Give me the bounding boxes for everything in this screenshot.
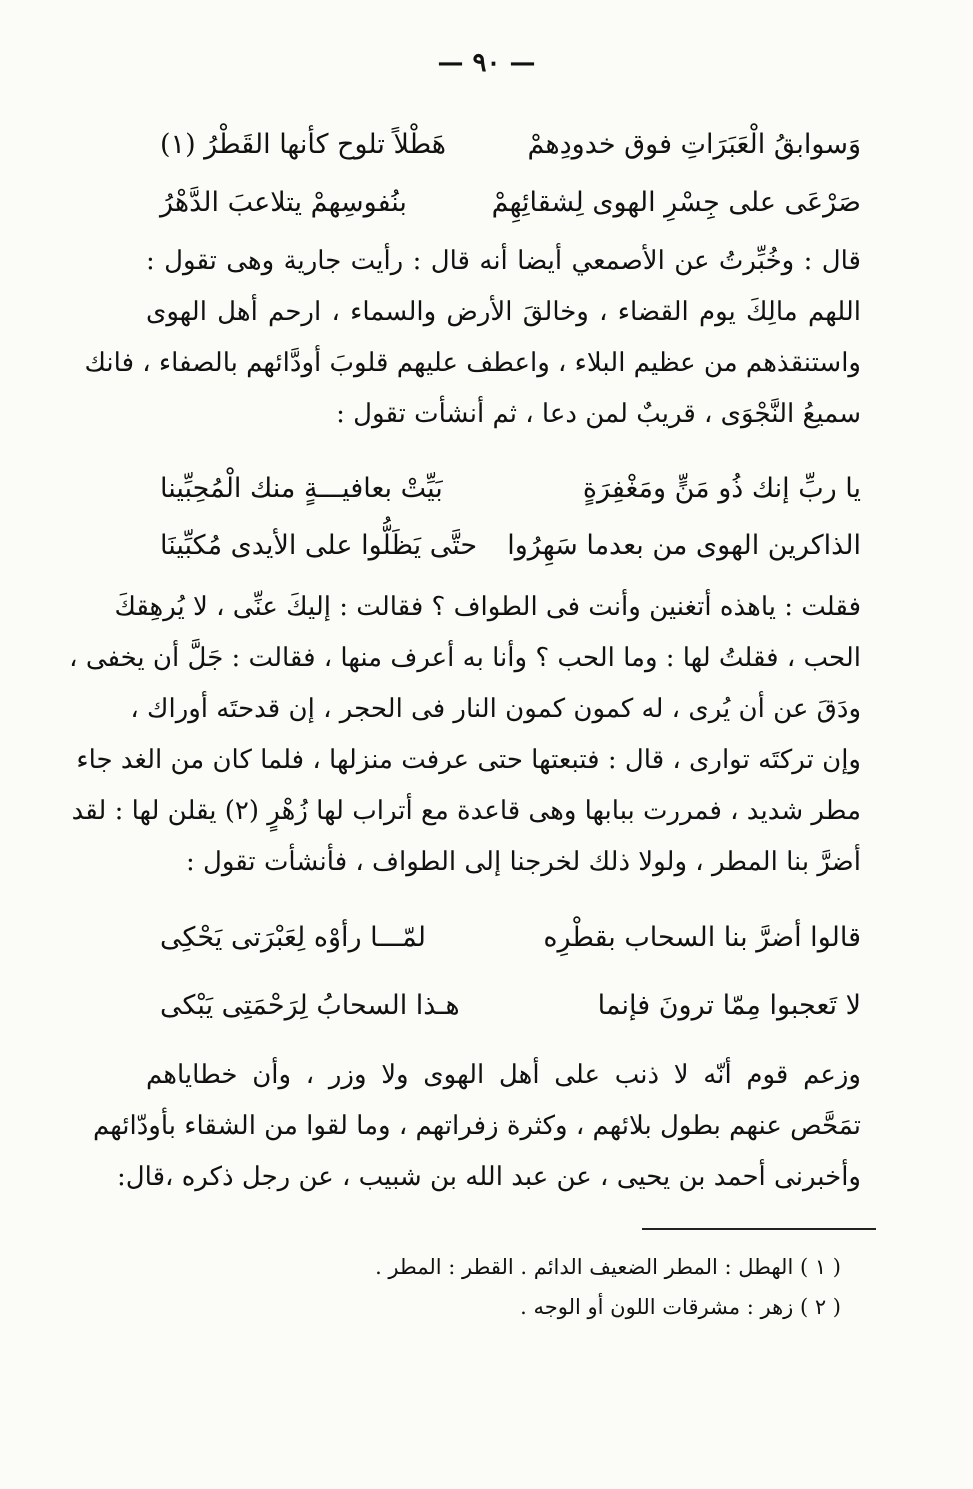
hemistich-first: صَرْعَى على جِسْرِ الهوى لِشقائِهِمْ — [491, 186, 861, 218]
text-line: قال : وخُبِّرتُ عن الأصمعي أيضا أنه قال : رأيت جارية وهى تقول : — [146, 246, 861, 276]
hemistich-second: هَطْلاً تلوح كأنها القَطْرُ (١) — [160, 128, 446, 160]
text-line: وزعم قوم أنّه لا ذنب على أهل الهوى ولا وزر ، وأن خطاياهم — [146, 1060, 861, 1090]
text-line: أضرَّ بنا المطر ، ولولا ذلك لخرجنا إلى الطواف ، فأنشأت تقول : — [185, 847, 861, 877]
verse-line — [160, 117, 861, 171]
hemistich-second: هـذا السحابُ لِرَحْمَتِى يَبْكى — [160, 989, 460, 1021]
footnote-separator — [642, 1228, 876, 1230]
hemistich-second: بَيِّتْ بعافيـــةٍ منك الْمُحِبِّينا — [160, 472, 443, 504]
text-line: وإن تركتَه توارى ، قال : فتبعتها حتى عرفت منزلها ، فلما كان من الغد جاء — [76, 745, 861, 775]
hemistich-second: حتَّى يَظَلُّوا على الأيدى مُكبِّينَا — [160, 529, 478, 561]
paragraph — [84, 236, 861, 440]
text-line: فقلت : ياهذه أتغنين وأنت فى الطواف ؟ فقالت : إليكَ عنِّى ، لا يُرهِقكَ — [114, 592, 861, 622]
hemistich-first: قالوا أضرَّ بنا السحاب بقطْرِه — [543, 921, 861, 953]
hemistich-first: وَسوابقُ الْعَبَرَاتِ فوق خدودِهمْ — [527, 128, 861, 160]
paragraph — [69, 582, 861, 888]
text-line: ودَقَ عن أن يُرى ، له كمون كمون النار فى الحجر ، إن قدحتَه أوراك ، — [130, 694, 861, 724]
text-line: مطر شديد ، فمررت ببابها وهى قاعدة مع أتراب لها زُهْرٍ (٢) يقلن لها : لقد — [71, 796, 861, 826]
verse-line — [160, 518, 861, 572]
hemistich-second: بنُفوسِهمْ يتلاعبَ الدَّهْرُ — [160, 186, 407, 218]
page-number: — ٩٠ — — [437, 48, 536, 78]
text-line: الحب ، فقلتُ لها : وما الحب ؟ وأنا به أعرف منها ، فقالت : جَلَّ أن يخفى ، — [69, 643, 861, 673]
verse-line — [160, 978, 861, 1032]
text-line: سميعُ النَّجْوَى ، قريبٌ لمن دعا ، ثم أنشأت تقول : — [336, 399, 861, 429]
text-line: وأخبرنى أحمد بن يحيى ، عن عبد الله بن شبيب ، عن رجل ذكره ،قال: — [117, 1162, 861, 1192]
hemistich-second: لمّـــا رأوْه لِعَبْرَتى يَحْكِى — [160, 921, 426, 953]
verse-line — [160, 910, 861, 964]
text-line: اللهم مالِكَ يوم القضاء ، وخالقَ الأرض والسماء ، ارحم أهل الهوى — [146, 297, 861, 327]
paragraph — [92, 1050, 861, 1203]
text-line: واستنقذهم من عظيم البلاء ، واعطف عليهم قلوبَ أودَّائهم بالصفاء ، فانك — [84, 348, 861, 378]
footnote: ( ١ ) الهطل : المطر الضعيف الدائم . القطر : المطر . — [375, 1255, 841, 1279]
hemistich-first: الذاكرين الهوى من بعدما سَهِرُوا — [507, 529, 861, 561]
verse-line — [160, 461, 861, 515]
hemistich-first: يا ربِّ إنك ذُو مَنٍّ ومَغْفِرَةٍ — [582, 472, 861, 504]
verse-line — [160, 175, 861, 229]
footnote: ( ٢ ) زهر : مشرقات اللون أو الوجه . — [520, 1295, 841, 1319]
text-line: تمَحَّص عنهم بطول بلائهم ، وكثرة زفراتهم ، وما لقوا من الشقاء بأودّائهم — [92, 1111, 861, 1141]
hemistich-first: لا تَعجبوا مِمّا ترونَ فإنما — [597, 989, 861, 1021]
